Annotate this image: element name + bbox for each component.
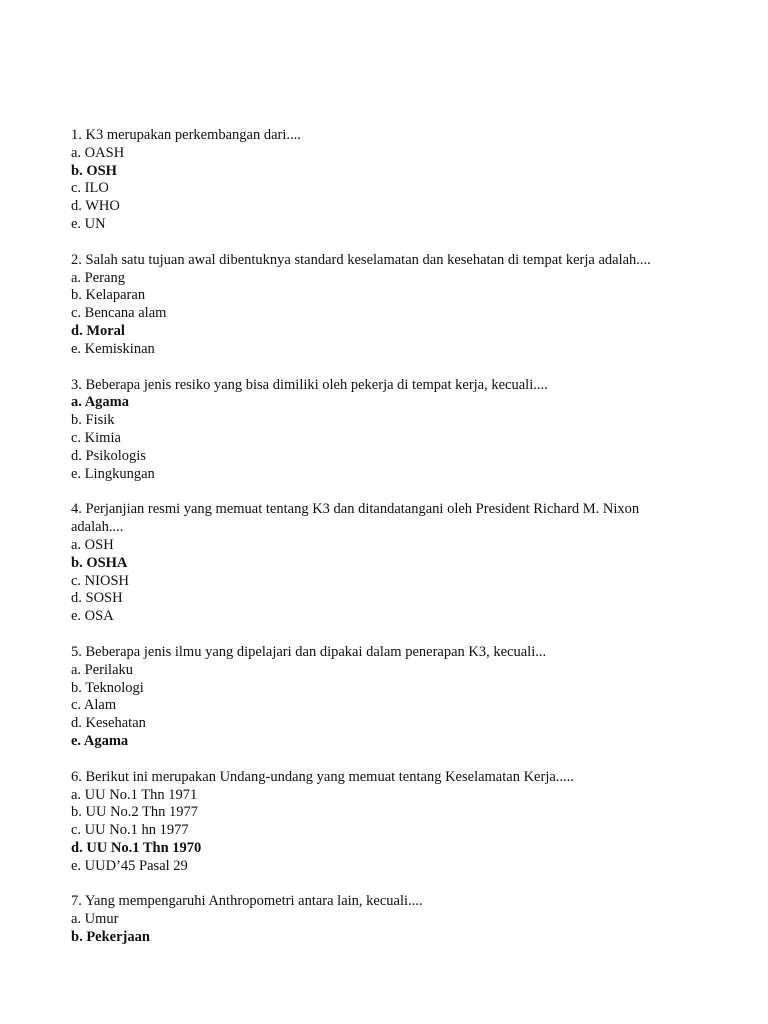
option-a: a. Perang bbox=[71, 269, 125, 286]
option-c: c. NIOSH bbox=[71, 572, 129, 589]
option-b-correct: b. Pekerjaan bbox=[71, 929, 150, 946]
option-d-correct: d. UU No.1 Thn 1970 bbox=[71, 839, 202, 856]
question-6 bbox=[71, 769, 711, 876]
option-a-correct: a. Agama bbox=[71, 394, 129, 411]
question-3 bbox=[71, 377, 711, 484]
question-7 bbox=[71, 893, 711, 946]
option-e-correct: e. Agama bbox=[71, 732, 129, 749]
option-d: d. SOSH bbox=[71, 590, 123, 607]
question-5 bbox=[71, 644, 711, 751]
question-4 bbox=[71, 501, 711, 626]
option-e: e. OSA bbox=[71, 608, 114, 625]
option-c: c. Bencana alam bbox=[71, 305, 167, 322]
option-d-correct: d. Moral bbox=[71, 322, 125, 339]
document-page bbox=[71, 127, 711, 965]
question-2 bbox=[71, 252, 711, 359]
option-b: b. UU No.2 Thn 1977 bbox=[71, 804, 199, 821]
option-c: c. ILO bbox=[71, 180, 109, 197]
option-d: d. Kesehatan bbox=[71, 715, 146, 732]
option-a: a. OASH bbox=[71, 144, 125, 161]
question-text: 5. Beberapa jenis ilmu yang dipelajari dan dipakai dalam penerapan K3, kecuali... bbox=[71, 643, 547, 660]
question-text: 7. Yang mempengaruhi Anthropometri antara lain, kecuali.... bbox=[71, 893, 423, 910]
option-b-correct: b. OSHA bbox=[71, 554, 128, 571]
question-text: 3. Beberapa jenis resiko yang bisa dimiliki oleh pekerja di tempat kerja, kecuali.... bbox=[71, 376, 548, 393]
option-b: b. Teknologi bbox=[71, 679, 144, 696]
question-text: 2. Salah satu tujuan awal dibentuknya standard keselamatan dan kesehatan di tempat kerja adalah.... bbox=[71, 251, 651, 268]
option-e: e. UUD’45 Pasal 29 bbox=[71, 857, 188, 874]
option-a: a. OSH bbox=[71, 536, 114, 553]
question-text: 6. Berikut ini merupakan Undang-undang yang memuat tentang Keselamatan Kerja..... bbox=[71, 768, 574, 785]
option-e: e. Kemiskinan bbox=[71, 340, 155, 357]
option-c: c. Kimia bbox=[71, 429, 121, 446]
option-e: e. Lingkungan bbox=[71, 465, 155, 482]
option-b: b. Fisik bbox=[71, 412, 115, 429]
option-a: a. Perilaku bbox=[71, 661, 134, 678]
option-c: c. Alam bbox=[71, 697, 117, 714]
option-b-correct: b. OSH bbox=[71, 162, 117, 179]
option-c: c. UU No.1 hn 1977 bbox=[71, 822, 189, 839]
option-a: a. UU No.1 Thn 1971 bbox=[71, 786, 198, 803]
option-d: d. Psikologis bbox=[71, 447, 146, 464]
question-1 bbox=[71, 127, 711, 234]
option-d: d. WHO bbox=[71, 198, 120, 215]
option-e: e. UN bbox=[71, 215, 106, 232]
question-text: 1. K3 merupakan perkembangan dari.... bbox=[71, 127, 301, 143]
option-a: a. Umur bbox=[71, 911, 119, 928]
option-b: b. Kelaparan bbox=[71, 287, 146, 304]
question-text: 4. Perjanjian resmi yang memuat tentang K3 dan ditandatangani oleh President Richard M. Nixon adalah.... bbox=[71, 501, 640, 536]
